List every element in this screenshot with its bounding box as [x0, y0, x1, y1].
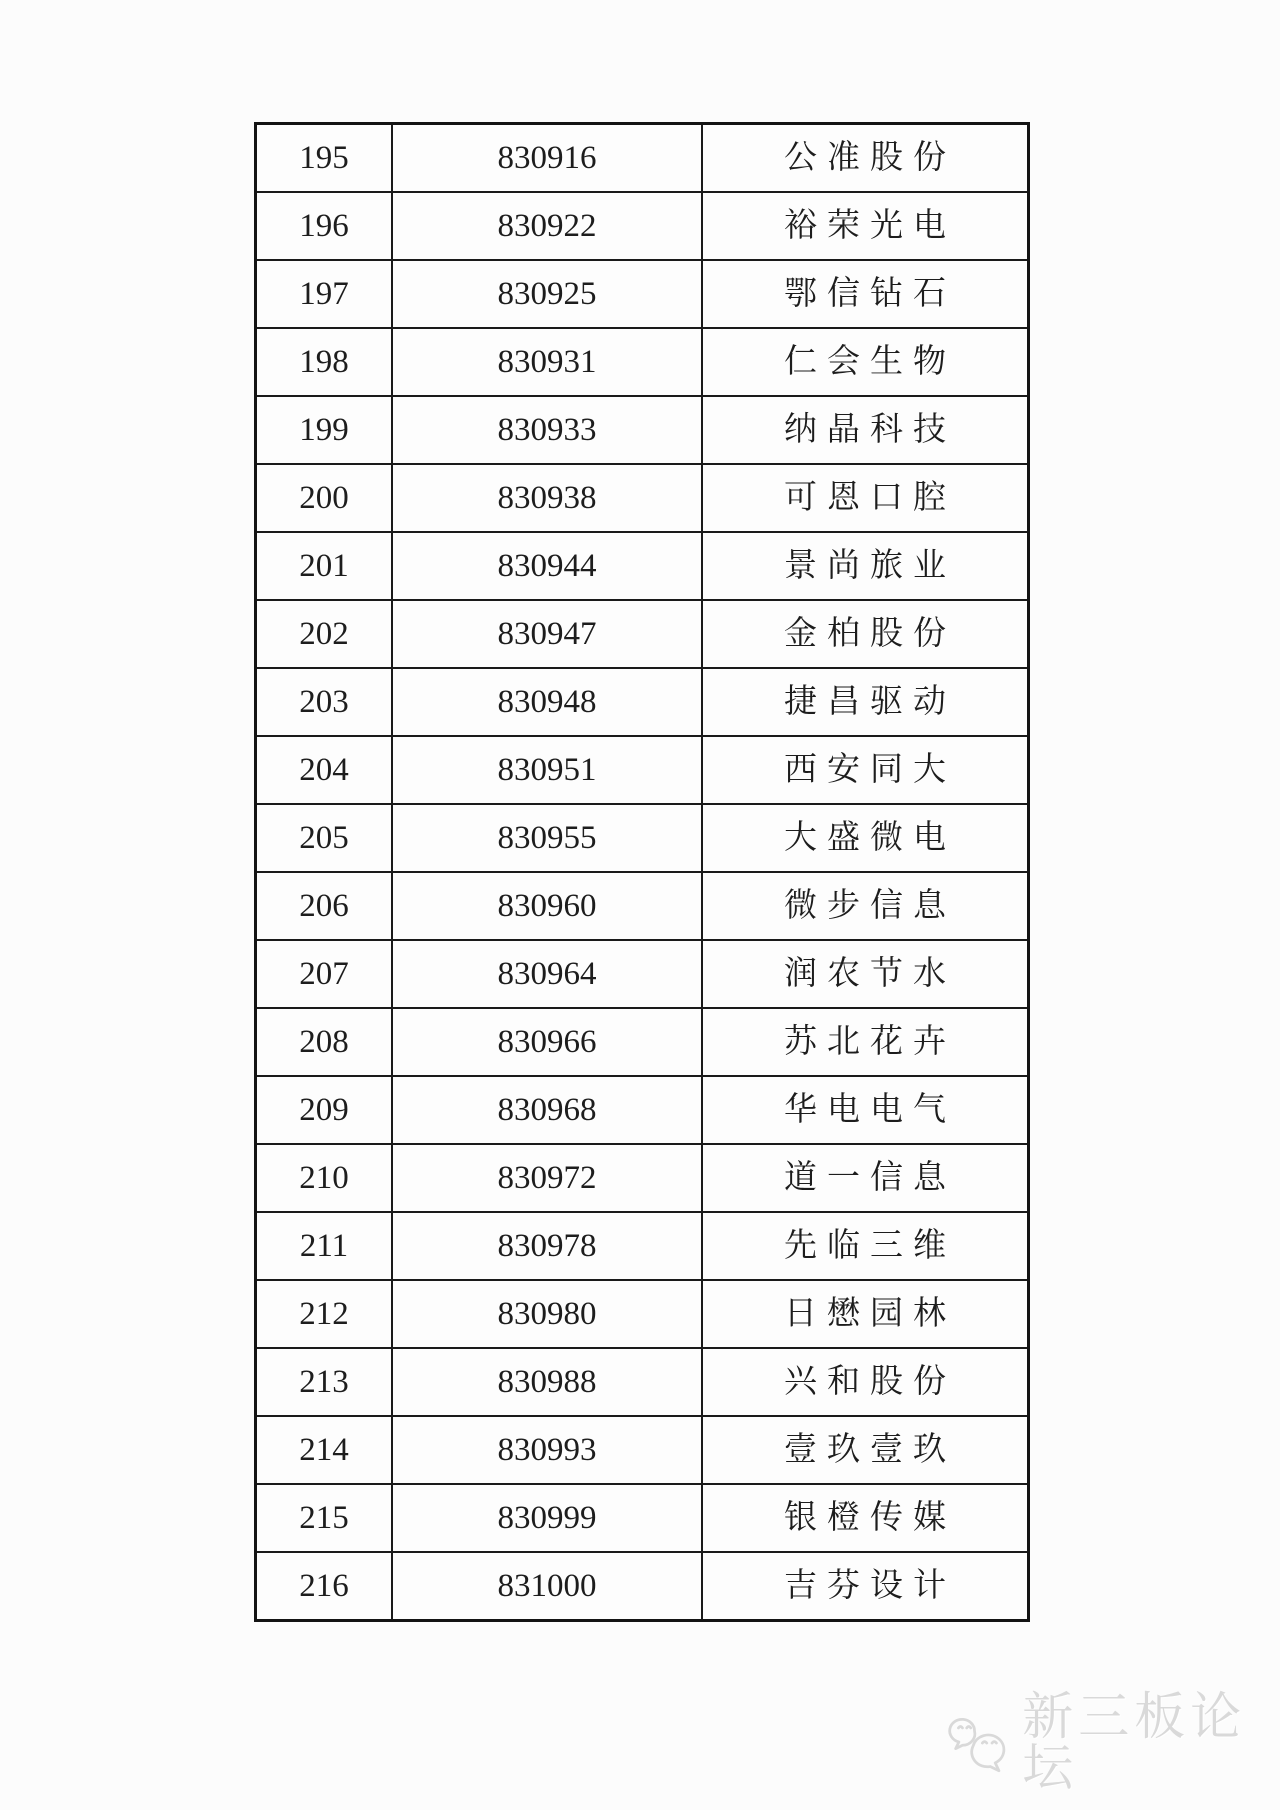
cell-index: 199	[256, 396, 393, 464]
cell-company-name: 景尚旅业	[702, 532, 1029, 600]
cell-index: 207	[256, 940, 393, 1008]
cell-company-name: 道一信息	[702, 1144, 1029, 1212]
table-row	[256, 1280, 1029, 1348]
cell-stock-code: 830968	[392, 1076, 702, 1144]
cell-stock-code: 830988	[392, 1348, 702, 1416]
table-row	[256, 192, 1029, 260]
cell-index: 212	[256, 1280, 393, 1348]
cell-company-name: 鄂信钻石	[702, 260, 1029, 328]
cell-stock-code: 830964	[392, 940, 702, 1008]
stock-table	[254, 122, 1030, 1622]
cell-index: 203	[256, 668, 393, 736]
cell-company-name: 华电电气	[702, 1076, 1029, 1144]
table-row	[256, 1008, 1029, 1076]
cell-company-name: 微步信息	[702, 872, 1029, 940]
table-row	[256, 260, 1029, 328]
wechat-logo-icon	[946, 1713, 1012, 1775]
table-row	[256, 1348, 1029, 1416]
cell-index: 201	[256, 532, 393, 600]
cell-company-name: 苏北花卉	[702, 1008, 1029, 1076]
cell-stock-code: 830922	[392, 192, 702, 260]
cell-company-name: 先临三维	[702, 1212, 1029, 1280]
cell-index: 206	[256, 872, 393, 940]
cell-company-name: 日懋园林	[702, 1280, 1029, 1348]
cell-company-name: 吉芬设计	[702, 1552, 1029, 1621]
cell-index: 216	[256, 1552, 393, 1621]
cell-stock-code: 830955	[392, 804, 702, 872]
cell-stock-code: 830972	[392, 1144, 702, 1212]
watermark	[946, 1690, 1280, 1797]
table-row	[256, 532, 1029, 600]
cell-stock-code: 830980	[392, 1280, 702, 1348]
cell-company-name: 西安同大	[702, 736, 1029, 804]
cell-company-name: 兴和股份	[702, 1348, 1029, 1416]
cell-index: 209	[256, 1076, 393, 1144]
cell-stock-code: 830931	[392, 328, 702, 396]
cell-company-name: 壹玖壹玖	[702, 1416, 1029, 1484]
cell-stock-code: 830938	[392, 464, 702, 532]
cell-index: 202	[256, 600, 393, 668]
cell-company-name: 公准股份	[702, 124, 1029, 193]
cell-index: 200	[256, 464, 393, 532]
cell-stock-code: 830925	[392, 260, 702, 328]
cell-index: 211	[256, 1212, 393, 1280]
cell-stock-code: 830966	[392, 1008, 702, 1076]
cell-index: 195	[256, 124, 393, 193]
cell-stock-code: 830993	[392, 1416, 702, 1484]
cell-company-name: 大盛微电	[702, 804, 1029, 872]
cell-stock-code: 830916	[392, 124, 702, 193]
cell-stock-code: 830944	[392, 532, 702, 600]
watermark-text: 新三板论坛	[1022, 1690, 1247, 1797]
table-row	[256, 464, 1029, 532]
table-row	[256, 736, 1029, 804]
cell-stock-code: 830960	[392, 872, 702, 940]
cell-company-name: 可恩口腔	[702, 464, 1029, 532]
cell-company-name: 润农节水	[702, 940, 1029, 1008]
cell-company-name: 仁会生物	[702, 328, 1029, 396]
table-row	[256, 668, 1029, 736]
cell-index: 215	[256, 1484, 393, 1552]
table-row	[256, 328, 1029, 396]
table-row	[256, 1484, 1029, 1552]
cell-stock-code: 830933	[392, 396, 702, 464]
table-row	[256, 124, 1029, 193]
table-row	[256, 600, 1029, 668]
stock-table-body	[256, 124, 1029, 1621]
table-row	[256, 940, 1029, 1008]
cell-stock-code: 830948	[392, 668, 702, 736]
cell-index: 204	[256, 736, 393, 804]
cell-stock-code: 830978	[392, 1212, 702, 1280]
cell-index: 197	[256, 260, 393, 328]
cell-stock-code: 830999	[392, 1484, 702, 1552]
table-row	[256, 1144, 1029, 1212]
cell-company-name: 捷昌驱动	[702, 668, 1029, 736]
cell-stock-code: 830947	[392, 600, 702, 668]
cell-stock-code: 831000	[392, 1552, 702, 1621]
cell-company-name: 金柏股份	[702, 600, 1029, 668]
cell-company-name: 纳晶科技	[702, 396, 1029, 464]
table-row	[256, 804, 1029, 872]
cell-index: 205	[256, 804, 393, 872]
cell-stock-code: 830951	[392, 736, 702, 804]
table-row	[256, 396, 1029, 464]
table-row	[256, 872, 1029, 940]
cell-index: 210	[256, 1144, 393, 1212]
table-row	[256, 1212, 1029, 1280]
table-row	[256, 1076, 1029, 1144]
cell-index: 198	[256, 328, 393, 396]
cell-company-name: 裕荣光电	[702, 192, 1029, 260]
table-row	[256, 1552, 1029, 1621]
table-row	[256, 1416, 1029, 1484]
cell-index: 214	[256, 1416, 393, 1484]
cell-index: 208	[256, 1008, 393, 1076]
cell-company-name: 银橙传媒	[702, 1484, 1029, 1552]
cell-index: 213	[256, 1348, 393, 1416]
cell-index: 196	[256, 192, 393, 260]
